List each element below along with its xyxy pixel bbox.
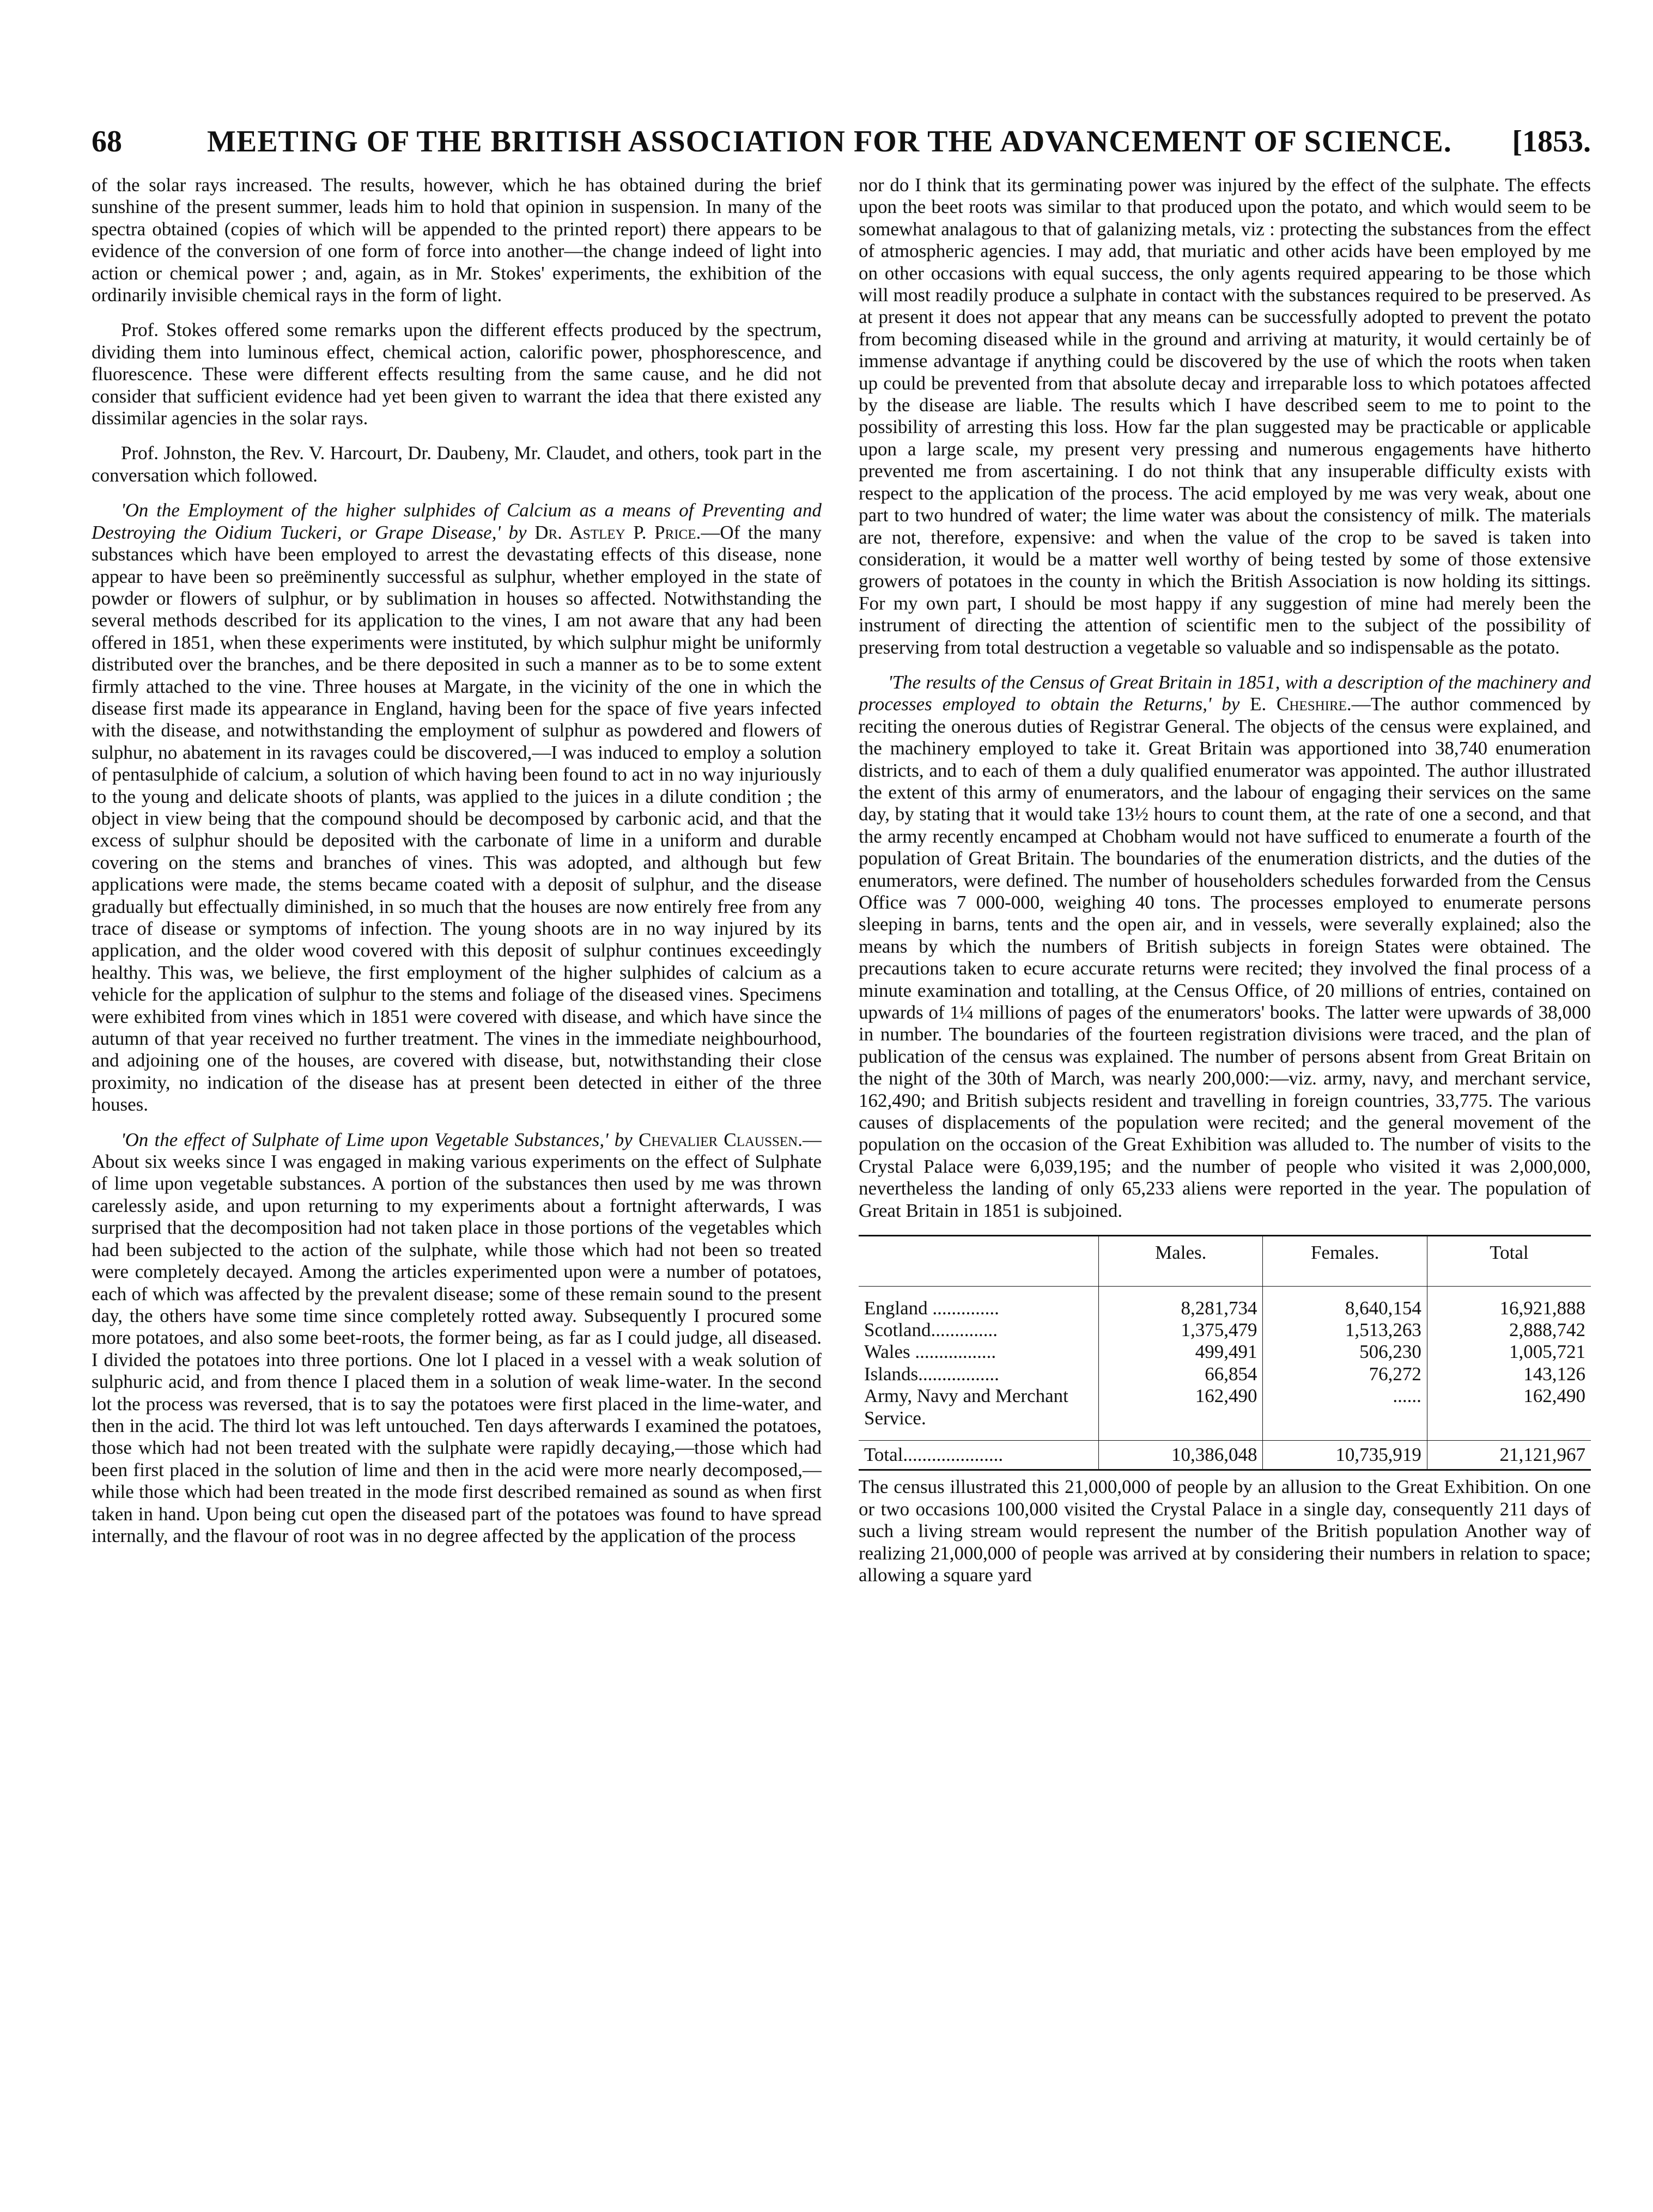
paper-title: 'On the Employment of the higher sulphides of Calcium as a means of Preventing and Destroying the Oidium Tuckeri, or Grape Disease,' by <box>92 499 822 543</box>
header-region <box>859 1236 1099 1286</box>
paper-body: —The author commenced by reciting the onerous duties of Registrar General. The objects of the census were explained, and the machinery employed to take it. Great Britain was apportioned into 38,740 enumeration districts, and to each of them a duly qualified enumerator was appointed. The author illustrated the extent of this army of enumerators, and the labour of engaging their services on the same day, by stating that it would take 13½ hours to count them, at the rate of one a second, and that the army recently encamped at Chobham would not have sufficed to enumerate a fourth of the population of Great Britain. The boundaries of the enumeration districts, and the duties of the enumerators, were defined. The number of householders schedules forwarded from the Census Office was 7 000-000, weighing 40 tons. The processes employed to enumerate persons sleeping in barns, tents and the open air, and in vessels, were severally explained; also the means by which the numbers of British subjects in foreign States were obtained. The precautions taken to ecure accurate returns were recited; they involved the final process of a minute examination and totalling, at the Census Office, of 20 millions of entries, contained on upwards of 1¼ millions of pages of the enumerators' books. The latter were upwards of 38,000 in number. The boundaries of the fourteen registration divisions were traced, and the plan of publication of the census was explained. The number of persons absent from Great Britain on the night of the 30th of March, was nearly 200,000:—viz. army, navy, and merchant service, 162,490; and British subjects resident and travelling in foreign countries, 33,775. The various causes of displacements of the population were recited; and the general movement of the population on the occasion of the Great Exhibition was alluded to. The number of visits to the Crystal Palace were 6,039,195; and the number of people who visited it was 2,000,000, nevertheless the landing of only 65,233 aliens were reported in the year. The population of Great Britain in 1851 is subjoined. <box>859 693 1591 1221</box>
paragraph-stokes-remarks: Prof. Stokes offered some remarks upon the different effects produced by the spectrum, dividing them into luminous effect, chemical action, calorific power, phosphorescence, and fluorescence. These were different effects resulting from the same cause, and he did not consider that sufficient evidence had yet been given to warrant the idea that there existed any dissimilar agencies in the solar rays. <box>92 319 822 429</box>
header-females: Females. <box>1263 1236 1427 1286</box>
paragraph-sulphate-continued: nor do I think that its germinating power was injured by the effect of the sulphate. The effects upon the beet roots was similar to that produced upon the potato, and which would seem to be somewhat analagous to that of galanizing metals, viz : protecting the substances from the effect of atmospheric agencies. I may add, that muriatic and other acids have been employed by me on other occasions with equal success, the only agents required appearing to be those which will most readily produce a sulphate in contact with the substances required to be preserved. As at present it does not appear that any means can be successfully adopted to prevent the potato from becoming diseased while in the ground and arriving at maturity, it would certainly be of immense advantage if anything could be discovered by the use of which the roots when taken up could be prevented from that absolute decay and irreparable loss to which potatoes affected by the disease are liable. The results which I have described seem to me to point to the possibility of arresting this loss. How far the plan suggested may be practicable or applicable upon a large scale, my present very pressing and numerous engagements have hitherto prevented me from ascertaining. I do not think that any insuperable difficulty exists with respect to the application of the process. The acid employed by me was very weak, about one part to two hundred of water; the lime water was about the consistency of milk. The materials are not, therefore, expensive: and when the value of the crop to be saved is taken into consideration, it would be a matter well worthy of being tested by some of those extensive growers of potatoes in the county in which the British Association is now holding its sittings. For my own part, I should be most happy if any suggestion of mine had merely been the instrument of directing the attention of scientific men to the subject of the possibility of preserving from total destruction a vegetable so valuable and so indispensable as the potato. <box>859 174 1591 658</box>
paper-calcium-sulphides <box>92 499 822 1116</box>
table-row: Islands................. 66,854 76,272 143,126 <box>859 1363 1591 1385</box>
table-row: Army, Navy and Merchant Service. 162,490 ...... 162,490 <box>859 1385 1591 1429</box>
left-column <box>92 174 822 2141</box>
paper-title: 'On the effect of Sulphate of Lime upon Vegetable Substances,' by <box>121 1129 633 1150</box>
volume-year: [1853. <box>1512 125 1591 159</box>
paper-author: Dr. Astley P. Price. <box>534 521 701 543</box>
paper-census-1851 <box>859 672 1591 1222</box>
paragraph-discussion: Prof. Johnston, the Rev. V. Harcourt, Dr. Daubeny, Mr. Claudet, and others, took part in the conversation which followed. <box>92 442 822 486</box>
paragraph-solar-rays: of the solar rays increased. The results, however, which he has obtained during the brief sunshine of the present summer, leads him to hold that opinion in suspension. In many of the spectra obtained (copies of which will be appended to the printed report) there appears to be evidence of the conversion of one form of force into another—the change indeed of light into action or chemical power ; and, again, as in Mr. Stokes' experiments, the exhibition of the ordinarily invisible chemical rays in the form of light. <box>92 174 822 306</box>
page-header <box>92 124 1591 168</box>
page-number: 68 <box>92 125 122 159</box>
right-column <box>859 174 1591 2141</box>
running-title: MEETING OF THE BRITISH ASSOCIATION FOR THE ADVANCEMENT OF SCIENCE. <box>207 125 1452 159</box>
header-total: Total <box>1427 1236 1591 1286</box>
paragraph-census-illustration: The census illustrated this 21,000,000 of people by an allusion to the Great Exhibition. On one or two occasions 100,000 visited the Crystal Palace in a single day, consequently 211 days of such a living stream would represent the number of the British population Another way of realizing 21,000,000 of people was arrived at by considering their numbers in relation to space; allowing a square yard <box>859 1476 1591 1586</box>
table-row: Wales ................. 499,491 506,230 1,005,721 <box>859 1341 1591 1363</box>
table-row: Scotland.............. 1,375,479 1,513,263 2,888,742 <box>859 1319 1591 1341</box>
header-males: Males. <box>1099 1236 1263 1286</box>
paper-title: 'The results of the Census of Great Britain in 1851, with a description of the machinery and processes employed to obtain the Returns,' by <box>859 671 1591 715</box>
paper-author: Chevalier Claussen. <box>639 1129 803 1150</box>
table-header-row <box>859 1236 1591 1286</box>
table-total-row: Total..................... 10,386,048 10,735,919 21,121,967 <box>859 1440 1591 1470</box>
paper-sulphate-of-lime <box>92 1129 822 1547</box>
table-row: England .............. 8,281,734 8,640,154 16,921,888 <box>859 1297 1591 1319</box>
census-table <box>859 1235 1591 1471</box>
paper-body: —About six weeks since I was engaged in making various experiments on the effect of Sulphate of lime upon vegetable substances. A portion of the substances then used by me was thrown carelessly aside, and upon returning to my experiments about a fortnight afterwards, I was surprised that the decomposition had not taken place in those portions of the vegetables which had been subjected to the action of the sulphate, while those which had not been so treated were completely decayed. Among the articles experimented upon were a number of potatoes, each of which was affected by the prevalent disease; some of these remain sound to the present day, the others have some time since completely rotted away. Subsequently I procured some more potatoes, and also some beet-roots, the former being, as far as I could judge, all diseased. I divided the potatoes into three portions. One lot I placed in a vessel with a weak solution of sulphuric acid, and from thence I placed them in a solution of weak lime-water. In the second lot the process was reversed, that is to say the potatoes were first placed in the lime-water, and then in the acid. The third lot was left untouched. Ten days afterwards I examined the potatoes, those which had not been treated with the sulphate were rapidly decaying,—those which had been first placed in the solution of lime and then in the acid were more nearly decomposed,—while those which had been treated in the mode first described remained as sound as when first taken in hand. Upon being cut open the diseased part of the potatoes was found to have spread internally, and the flavour of root was in no degree affected by the application of the process <box>92 1129 822 1546</box>
paper-body: —Of the many substances which have been employed to arrest the devastating effects of this disease, none appear to have been so preëminently successful as sulphur, whether employed in the state of powder or flowers of sulphur, or by sublimation in houses so affected. Notwithstanding the several methods described for its application to the vines, I am not aware that any had been offered in 1851, when these experiments were instituted, by which sulphur might be uniformly distributed over the branches, and be there deposited in such a manner as to be to some extent firmly attached to the vine. Three houses at Margate, in the vicinity of the one in which the disease first made its appearance in England, having been for the space of five years infected with the disease, and notwithstanding the employment of sulphur as powdered and flowers of sulphur, no abatement in its ravages could be discovered,—I was induced to employ a solution of pentasulphide of calcium, a solution of which having been found to act in no way injuriously to the young and delicate shoots of plants, was applied to the juices in a dilute condition ; the object in view being that the compound should be decomposed by carbonic acid, and that the excess of sulphur should be deposited with the carbonate of lime in a uniform and durable covering on the stems and branches of vines. This was adopted, and although but few applications were made, the stems became coated with a deposit of sulphur, and the disease gradually but effectually diminished, in so much that the houses are now entirely free from any trace of disease or symptoms of infection. The young shoots are in no way injured by its application, and the older wood covered with this deposit of sulphur continues exceedingly healthy. This was, we believe, the first employment of the higher sulphides of calcium as a vehicle for the application of sulphur to the stems and foliage of the diseased vines. Specimens were exhibited from vines which in 1851 were covered with disease, and which have since the autumn of that year received no further treatment. The vines in the immediate neighbourhood, and adjoining one of the houses, are covered with disease, but, notwithstanding their close proximity, no indication of the disease has at present been detected in either of the three houses. <box>92 521 822 1116</box>
paper-author: E. Cheshire. <box>1250 693 1352 715</box>
